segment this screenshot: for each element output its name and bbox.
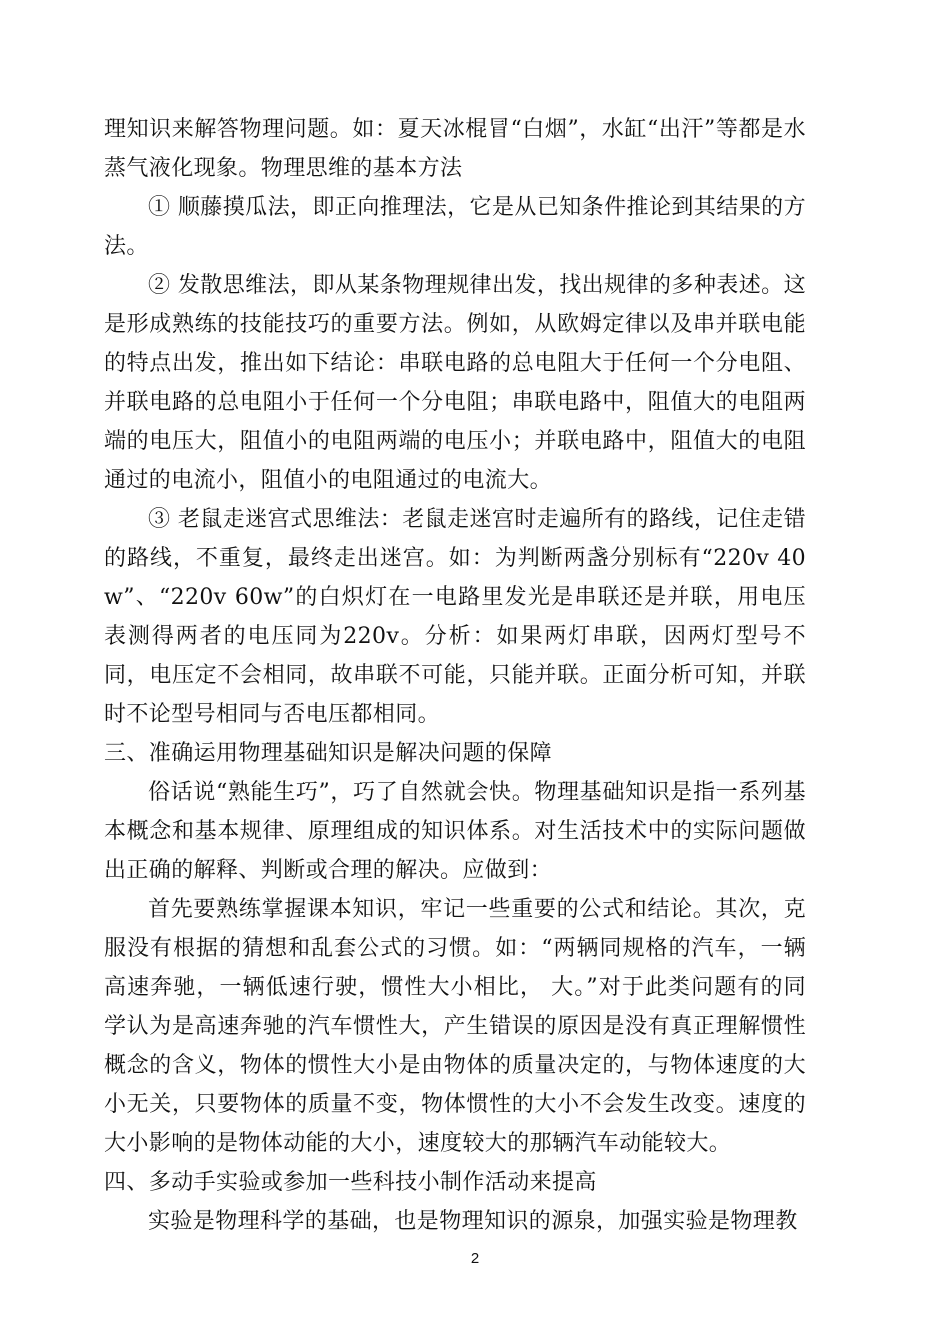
paragraph-section-3-intro: 俗话说“熟能生巧”，巧了自然就会快。物理基础知识是指一系列基本概念和基本规律、原理组成的知识体系。对生活技术中的实际问题做出正确的解释、判断或合理的解决。应做到：	[104, 780, 806, 883]
section-heading-3: 三、准确运用物理基础知识是解决问题的保障	[104, 741, 553, 766]
paragraph-method-3: ③ 老鼠走迷宫式思维法：老鼠走迷宫时走遍所有的路线，记住走错的路线，不重复，最终走出迷宫。如：为判断两盏分别标有“220v 40w”、“220v 60w”的白炽灯在一电路里发光是串联还是并联，用电压表测得两者的电压同为220v。分析：如果两灯串联，因两灯型号不同，电压定不会相同，故串联不可能，只能并联。正面分析可知，并联时不论型号相同与否电压都相同。	[104, 507, 806, 727]
paragraph-method-1: ① 顺藤摸瓜法，即正向推理法，它是从已知条件推论到其结果的方法。	[104, 195, 806, 259]
paragraph-method-2: ② 发散思维法，即从某条物理规律出发，找出规律的多种表述。这是形成熟练的技能技巧的重要方法。例如，从欧姆定律以及串并联电能的特点出发，推出如下结论：串联电路的总电阻大于任何一个分电阻、并联电路的总电阻小于任何一个分电阻；串联电路中，阻值大的电阻两端的电压大，阻值小的电阻两端的电压小；并联电路中，阻值大的电阻通过的电流小，阻值小的电阻通过的电流大。	[104, 273, 806, 493]
paragraph-section-3-detail: 首先要熟练掌握课本知识，牢记一些重要的公式和结论。其次，克服没有根据的猜想和乱套公式的习惯。如：“两辆同规格的汽车，一辆高速奔驰，一辆低速行驶，惯性大小相比， 大。”对于此类问题有的同学认为是高速奔驰的汽车惯性大，产生错误的原因是没有真正理解惯性概念的含义，物体的惯性大小是由物体的质量决定的，与物体速度的大小无关，只要物体的质量不变，物体惯性的大小不会发生改变。速度的大小影响的是物体动能的大小，速度较大的那辆汽车动能较大。	[104, 897, 806, 1156]
paragraph-section-4-intro: 实验是物理科学的基础，也是物理知识的源泉，加强实验是物理教	[148, 1209, 798, 1234]
document-body	[104, 110, 806, 1241]
page-number: 2	[470, 1250, 480, 1267]
paragraph-1: 理知识来解答物理问题。如：夏天冰棍冒“白烟”，水缸“出汗”等都是水蒸气液化现象。物理思维的基本方法	[104, 117, 806, 181]
section-heading-4: 四、多动手实验或参加一些科技小制作活动来提高	[104, 1170, 597, 1195]
